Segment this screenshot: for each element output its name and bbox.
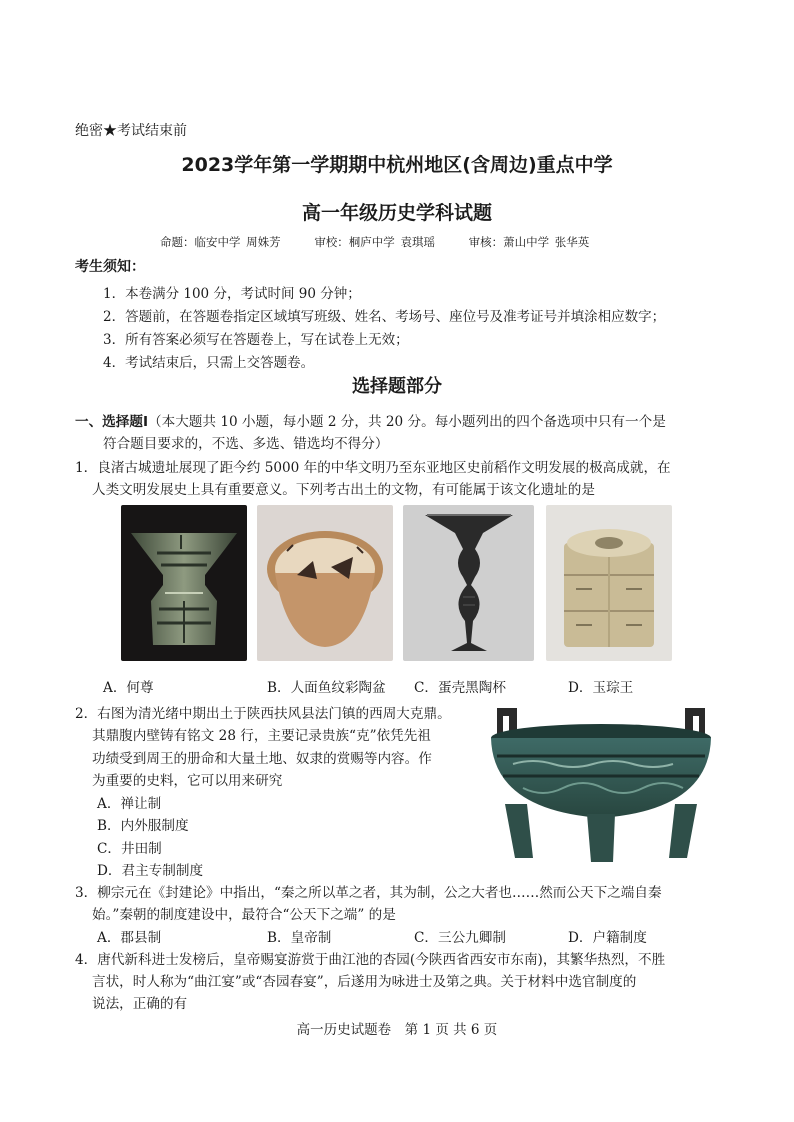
notice-item: 3．所有答案必须写在答题卷上，写在试卷上无效； [103,332,409,348]
q2-text: 2．右图为清光绪中期出土于陕西扶风县法门镇的西周大克鼎。 [75,706,451,722]
author-reviewer: 审校：桐庐中学 袁琪瑶 [314,235,435,249]
q3-option-a: A．郡县制 [97,930,162,946]
q2-option-c: C．井田制 [97,841,162,857]
notice-title: 考生须知： [75,259,145,275]
exam-title: 2023学年第一学期期中杭州地区(含周边)重点中学 [181,154,613,176]
q1-option-d: D．玉琮王 [568,680,634,696]
author-proposer: 命题：临安中学 周姝芳 [160,235,281,249]
eggshell-black-pottery-cup-image [403,505,534,661]
q2-option-b: B．内外服制度 [97,818,189,834]
he-zun-image [121,505,247,661]
q1-option-a: A．何尊 [103,680,154,696]
jade-cong-image [546,505,672,661]
page-footer: 高一历史试题卷 第 1 页 共 6 页 [296,1022,498,1038]
q4-text-cont: 说法，正确的有 [92,996,188,1012]
confidential-label: 绝密★考试结束前 [75,123,187,139]
q3-text-cont: 始。”秦朝的制度建设中，最符合“公天下之端” 的是 [92,907,396,923]
q1-option-c: C．蛋壳黑陶杯 [414,680,506,696]
q2-option-d: D．君主专制制度 [97,863,204,879]
q1-option-b: B．人面鱼纹彩陶盆 [267,680,386,696]
q3-option-d: D．户籍制度 [568,930,647,946]
part1-label: 一、选择题Ⅰ [75,414,149,430]
part1-header [75,410,666,430]
q3-text: 3．柳宗元在《封建论》中指出，“秦之所以革之者，其为制，公之大者也……然而公天下之端自秦 [75,885,662,901]
q2-text-cont: 其鼎腹内壁铸有铭文 28 行，主要记录贵族“克”依凭先祖 [92,728,431,744]
part1-desc-cont: 符合题目要求的，不选、多选、错选均不得分） [103,436,389,452]
painted-pottery-basin-image [257,505,393,661]
da-ke-ding-image [483,698,719,866]
q3-option-c: C．三公九卿制 [414,930,506,946]
part1-desc: （本大题共 10 小题，每小题 2 分，共 20 分。每小题列出的四个备选项中只有一个是 [148,414,666,430]
q2-text-cont: 为重要的史料，它可以用来研究 [92,773,283,789]
notice-item: 2．答题前，在答题卷指定区域填写班级、姓名、考场号、座位号及准考证号并填涂相应数字； [103,309,666,325]
section-title: 选择题部分 [352,376,442,397]
q2-option-a: A．禅让制 [97,796,162,812]
q1-text: 1．良渚古城遗址展现了距今约 5000 年的中华文明乃至东亚地区史前稻作文明发展的极高成就，在 [75,460,671,476]
notice-item: 4．考试结束后，只需上交答题卷。 [103,355,315,371]
notice-item: 1．本卷满分 100 分，考试时间 90 分钟； [103,286,361,302]
q3-option-b: B．皇帝制 [267,930,332,946]
exam-subtitle: 高一年级历史学科试题 [301,202,492,224]
authors-line [160,234,617,250]
q2-text-cont: 功绩受到周王的册命和大量土地、奴隶的赏赐等内容。作 [92,751,432,767]
q1-text-cont: 人类文明发展史上具有重要意义。下列考古出土的文物，有可能属于该文化遗址的是 [92,482,595,498]
q4-text-cont: 言状，时人称为“曲江宴”或“杏园春宴”，后遂用为咏进士及第之典。关于材料中选官制度的 [92,974,637,990]
author-checker: 审核：萧山中学 张华英 [468,235,590,249]
q4-text: 4．唐代新科进士发榜后，皇帝赐宴游赏于曲江池的杏园(今陕西省西安市东南)，其繁华热烈，不胜 [75,952,666,968]
